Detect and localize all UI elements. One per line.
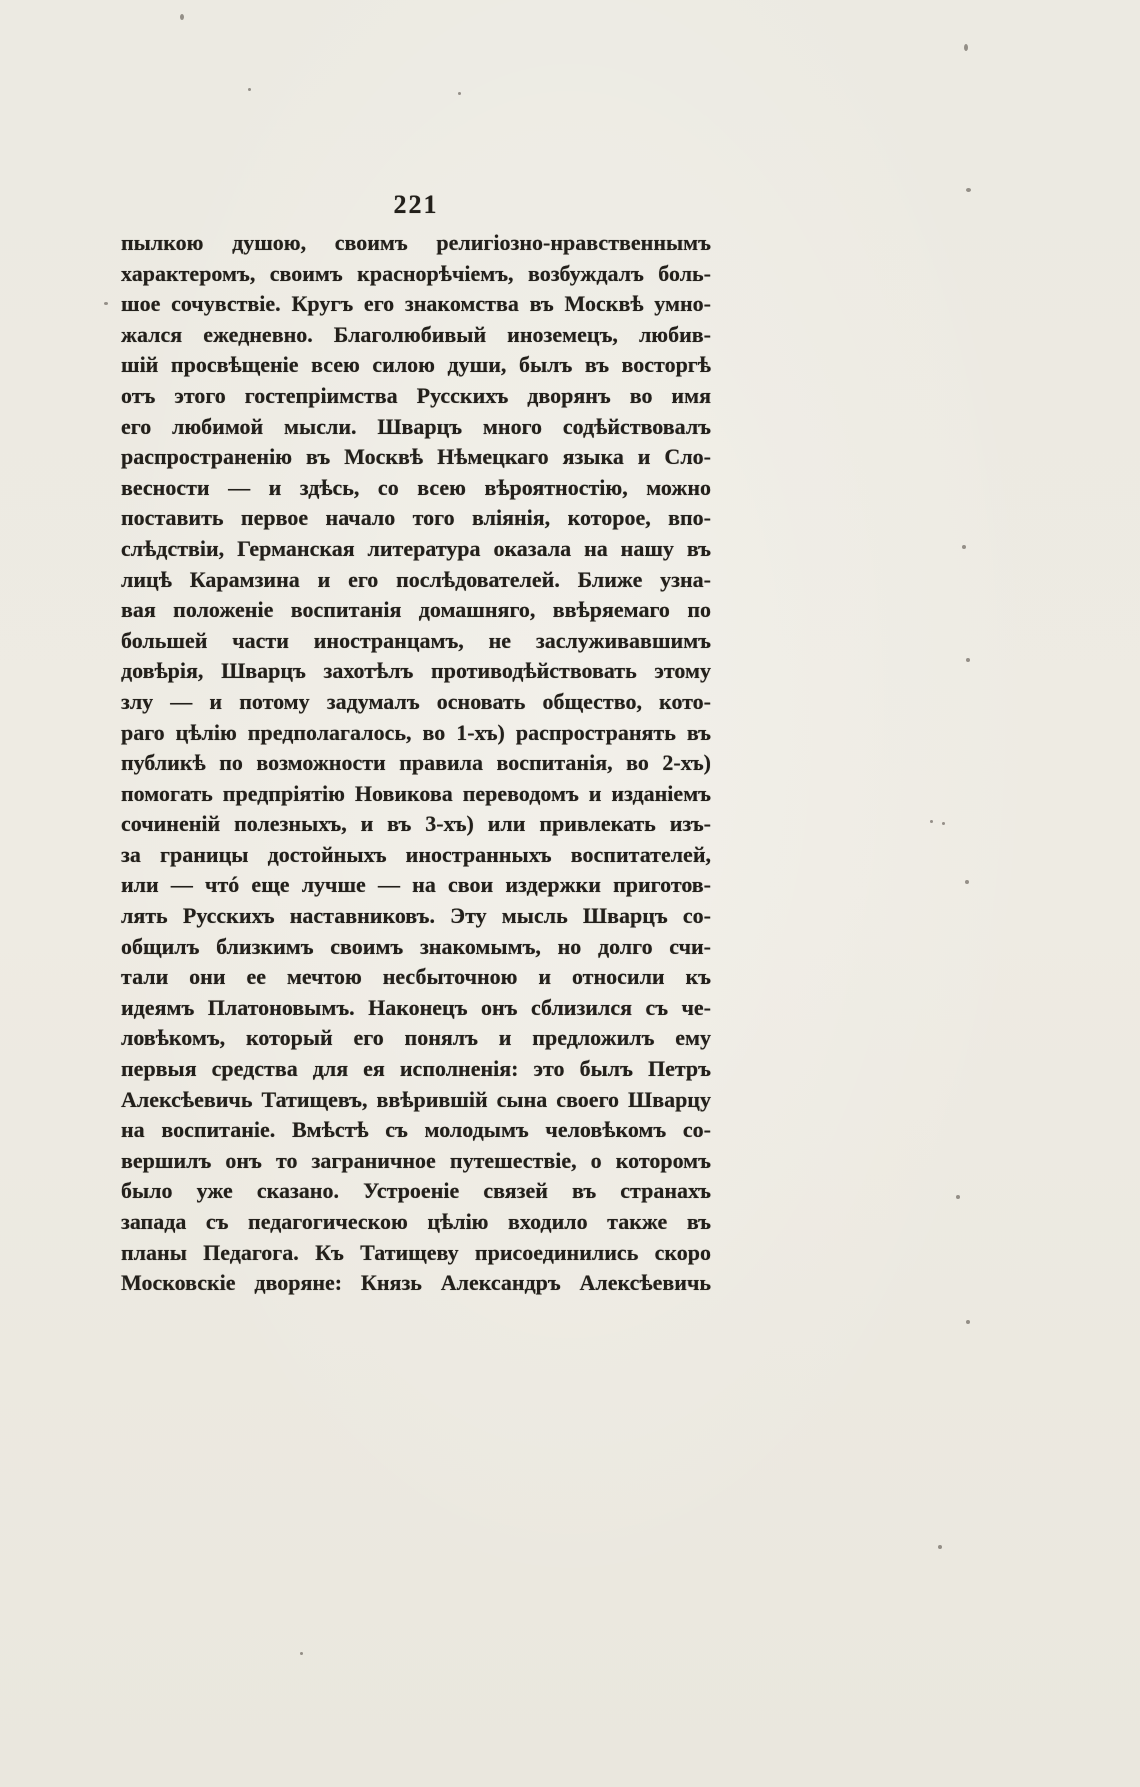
text-line: раго цѣлію предполагалось, во 1-хъ) распространять въ [121, 719, 711, 745]
text-line: общилъ близкимъ своимъ знакомымъ, но долго счи- [121, 933, 711, 959]
text-line: характеромъ, своимъ краснорѣчіемъ, возбуждалъ боль- [121, 260, 711, 286]
text-line: сочиненій полезныхъ, и въ 3-хъ) или привлекать изъ- [121, 811, 711, 837]
scan-speck [938, 1545, 942, 1549]
text-line: ловѣкомъ, который его понялъ и предложилъ ему [121, 1025, 711, 1051]
text-line: его любимой мысли. Шварцъ много содѣйствовалъ [121, 413, 711, 439]
text-line: вершилъ онъ то заграничное путешествіе, о которомъ [121, 1147, 711, 1173]
scan-speck [180, 14, 184, 20]
scan-speck [964, 44, 968, 51]
text-line: помогать предпріятію Новикова переводомъ и изданіемъ [121, 780, 711, 806]
scan-speck [104, 302, 108, 305]
text-line: шое сочувствіе. Кругъ его знакомства въ Москвѣ умно- [121, 291, 711, 317]
text-line: распространенію въ Москвѣ Нѣмецкаго языка и Сло- [121, 444, 711, 470]
text-line: первыя средства для ея исполненія: это былъ Петръ [121, 1056, 711, 1082]
text-line: Алексѣевичь Татищевъ, ввѣрившій сына своего Шварцу [121, 1086, 711, 1112]
text-line: жался ежедневно. Благолюбивый иноземецъ, любив- [121, 321, 711, 347]
scan-speck [966, 658, 970, 662]
text-line: запада съ педагогическою цѣлію входило также въ [121, 1209, 711, 1234]
text-line: или — чтó еще лучше — на свои издержки приготов- [121, 872, 711, 898]
text-line: планы Педагога. Къ Татищеву присоединились скоро [121, 1239, 711, 1265]
scan-speck [248, 88, 251, 91]
text-line: весности — и здѣсь, со всею вѣроятностію, можно [121, 474, 711, 500]
text-line: злу — и потому задумалъ основать общество, кото- [121, 688, 711, 714]
text-line: на воспитаніе. Вмѣстѣ съ молодымъ человѣкомъ со- [121, 1117, 711, 1143]
text-line: лять Русскихъ наставниковъ. Эту мысль Шварцъ со- [121, 903, 711, 929]
text-line: за границы достойныхъ иностранныхъ воспитателей, [121, 841, 711, 867]
text-line: лицѣ Карамзина и его послѣдователей. Ближе узна- [121, 566, 711, 592]
scan-speck [458, 92, 461, 95]
text-line: шій просвѣщеніе всею силою души, былъ въ восторгѣ [121, 352, 711, 378]
page-number: 221 [393, 190, 439, 219]
text-line: было уже сказано. Устроеніе связей въ странахъ [121, 1178, 711, 1204]
scan-speck [965, 880, 969, 884]
text-line: большей части иностранцамъ, не заслуживавшимъ [121, 627, 711, 653]
scan-speck [966, 1320, 970, 1324]
text-line: вая положеніе воспитанія домашняго, ввѣряемаго по [121, 597, 711, 623]
scan-speck [300, 1652, 303, 1655]
scan-speck [962, 545, 966, 549]
text-line: слѣдствіи, Германская литература оказала на нашу въ [121, 535, 711, 561]
text-line: пылкою душою, своимъ религіозно-нравственнымъ [121, 230, 711, 255]
text-line: тали они ее мечтою несбыточною и относили къ [121, 964, 711, 990]
body-text [121, 228, 711, 1299]
text-line: отъ этого гостепріимства Русскихъ дворянъ во имя [121, 382, 711, 408]
text-line: идеямъ Платоновымъ. Наконецъ онъ сблизился съ че- [121, 994, 711, 1020]
text-line: публикѣ по возможности правила воспитанія, во 2-хъ) [121, 750, 711, 776]
text-line: поставить первое начало того вліянія, которое, впо- [121, 505, 711, 531]
scan-speck [966, 188, 971, 192]
scan-speck [956, 1195, 960, 1199]
text-line: Московскіе дворяне: Князь Александръ Алексѣевичь [121, 1270, 711, 1296]
scan-speck [942, 822, 945, 825]
text-line: довѣрія, Шварцъ захотѣлъ противодѣйствовать этому [121, 658, 711, 684]
scan-speck [930, 820, 933, 823]
